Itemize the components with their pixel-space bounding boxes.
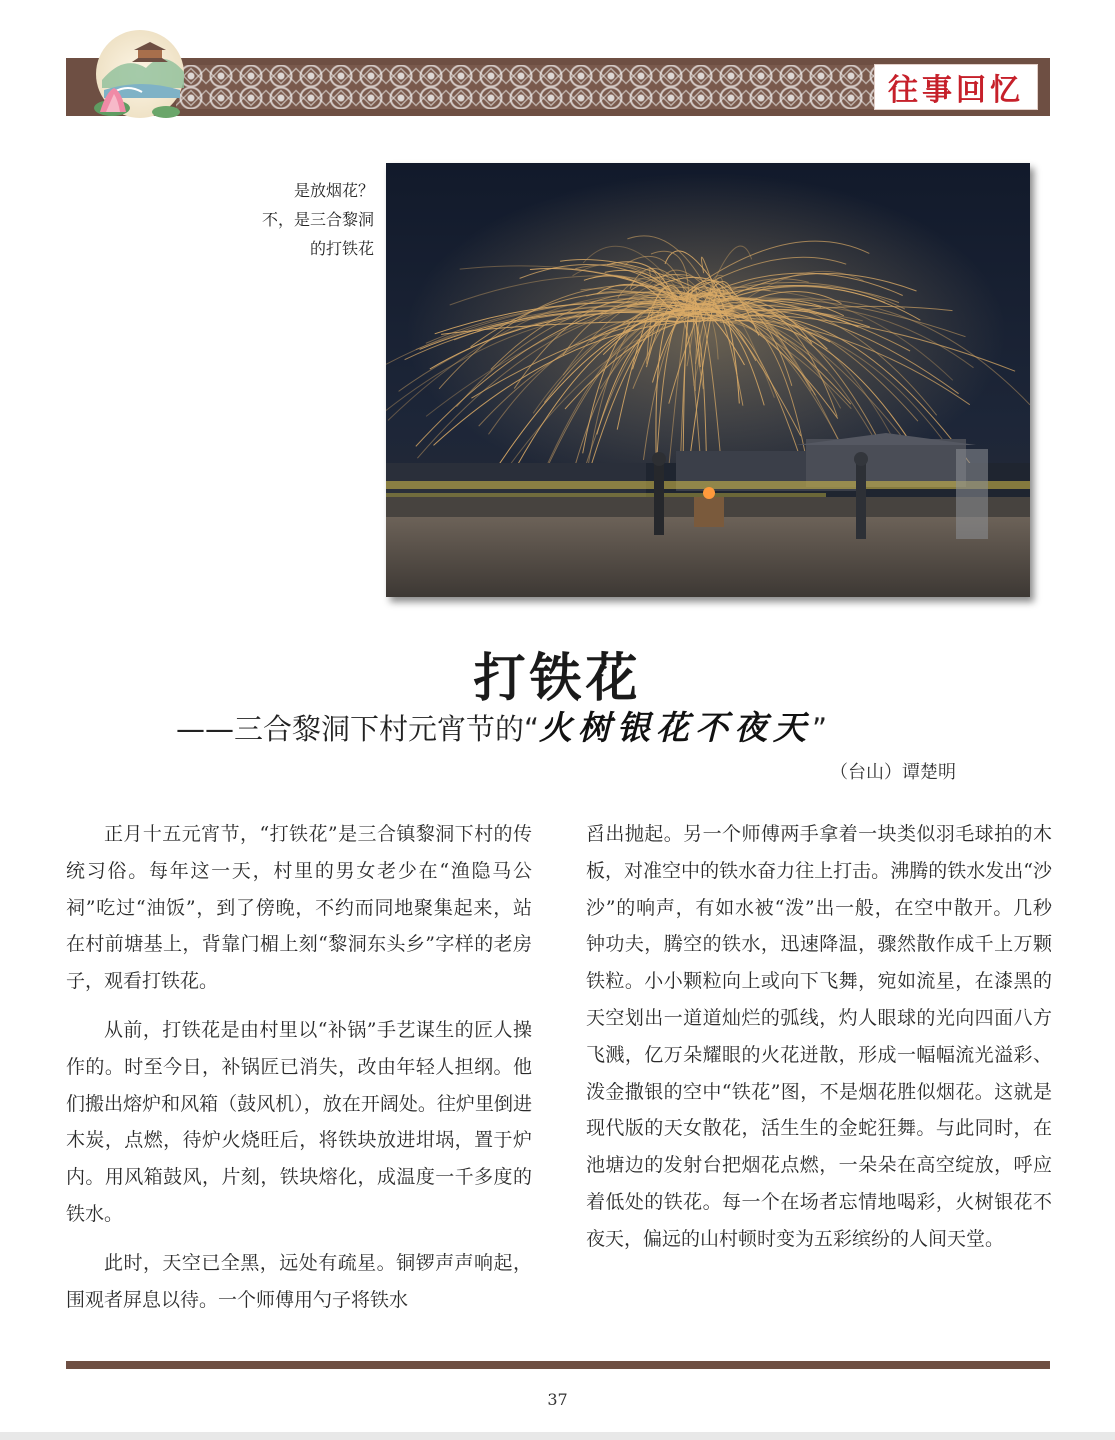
subtitle-quote: 火树银花不夜天 [539,708,813,747]
pavilion-lotus-emblem-icon [84,28,192,124]
header-band [66,58,1050,116]
byline: （台山）谭楚明 [830,762,956,783]
photo-caption [226,176,374,263]
decorative-pattern [176,65,916,109]
caption-line: 的打铁花 [309,239,374,258]
footer-rule [66,1361,1050,1369]
paragraph: 正月十五元宵节，“打铁花”是三合镇黎洞下村的传统习俗。每年这一天，村里的男女老少在“渔隐马公祠”吃过“油饭”，到了傍晚，不约而同地聚集起来，站在村前塘基上，背靠门楣上刻“黎洞东头乡”字样的老房子，观看打铁花。 [66,823,532,993]
subtitle-prefix: ——三合黎洞下村元宵节的“ [176,712,540,746]
paragraph: 此时，天空已全黑，远处有疏星。铜锣声声响起，围观者屏息以待。一个师傅用勺子将铁水 [66,1251,532,1311]
caption-line: 是放烟花？ [293,181,374,200]
paragraph: 从前，打铁花是由村里以“补锅”手艺谋生的匠人操作的。时至今日，补锅匠已消失，改由年轻人担纲。他们搬出熔炉和风箱（鼓风机），放在开阔处。往炉里倒进木炭，点燃，待炉火烧旺后，将铁块放进坩埚，置于炉内。用风箱鼓风，片刻，铁块熔化，成温度一千多度的铁水。 [66,1018,532,1225]
article-title: 打铁花 [473,649,642,709]
caption-line: 不，是三合黎洞 [261,210,374,229]
iron-flower-photo [386,163,1030,597]
paragraph: 舀出抛起。另一个师傅两手拿着一块类似羽毛球拍的木板，对准空中的铁水奋力往上打击。沸腾的铁水发出“沙沙”的响声，有如水被“泼”出一般，在空中散开。几秒钟功夫，腾空的铁水，迅速降温，骤然散作成千上万颗铁粒。小小颗粒向上或向下飞舞，宛如流星，在漆黑的天空划出一道道灿烂的弧线，灼人眼球的光向四面八方飞溅，亿万朵耀眼的火花迸散，形成一幅幅流光溢彩、泼金撒银的空中“铁花”图，不是烟花胜似烟花。这就是现代版的天女散花，活生生的金蛇狂舞。与此同时，在池塘边的发射台把烟花点燃，一朵朵在高空绽放，呼应着低处的铁花。每一个在场者忘情地喝彩，火树银花不夜天，偏远的山村顿时变为五彩缤纷的人间天堂。 [586,823,1052,1250]
section-title: 往事回忆 [888,73,1024,108]
page-number: 37 [547,1390,568,1409]
bottom-strip [0,1432,1115,1440]
article-subtitle [176,702,827,750]
section-title-box [874,64,1038,110]
right-column [586,816,1052,1270]
left-column [66,816,532,1330]
subtitle-suffix: ” [812,712,828,746]
